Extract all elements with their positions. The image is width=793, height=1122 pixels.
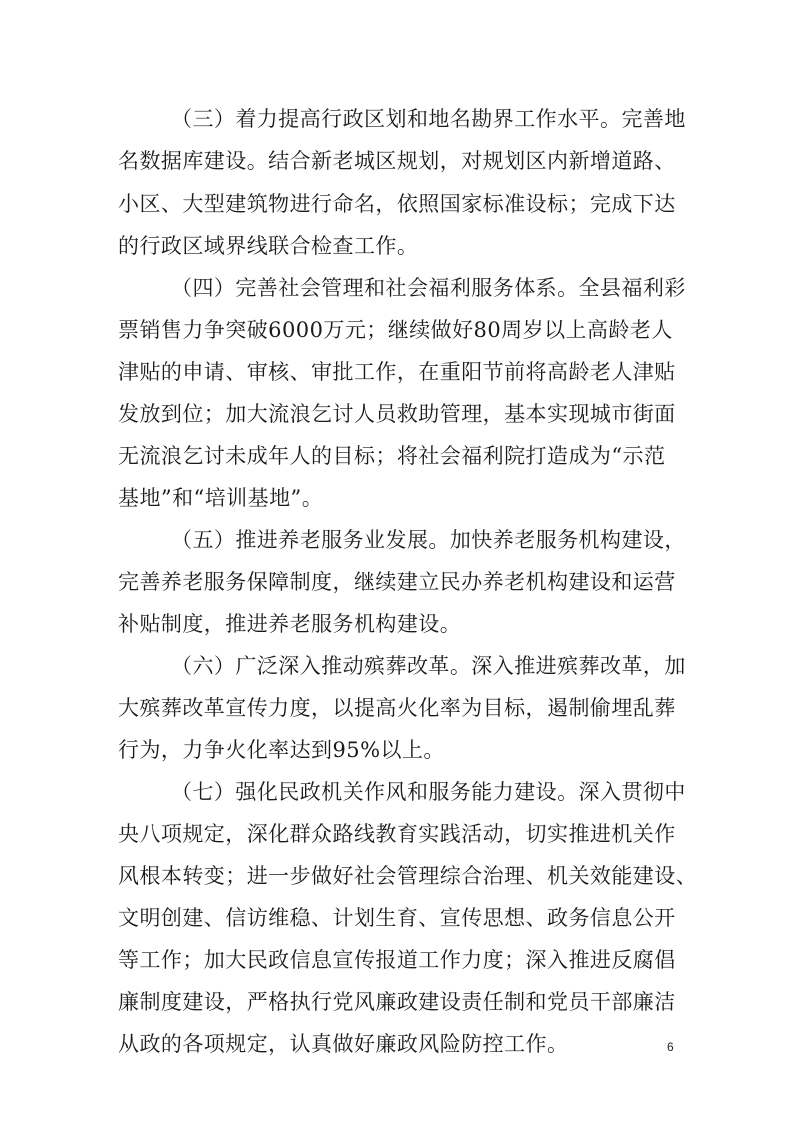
paragraph-line: （七）强化民政机关作风和服务能力建设。深入贯彻中	[171, 780, 686, 804]
paragraph-line: 从政的各项规定，认真做好廉政风险防控工作。	[118, 1032, 569, 1056]
paragraph-line: （三）着力提高行政区划和地名勘界工作水平。完善地	[171, 107, 686, 131]
paragraph-line: （六）广泛深入推动殡葬改革。深入推进殡葬改革，加	[171, 654, 686, 678]
paragraph-line: 风根本转变；进一步做好社会管理综合治理、机关效能建设、	[118, 864, 698, 888]
paragraph-line: 基地”和“培训基地”。	[118, 486, 324, 510]
paragraph-line: 津贴的申请、审核、审批工作，在重阳节前将高龄老人津贴	[118, 360, 676, 384]
paragraph-line: 小区、大型建筑物进行命名，依照国家标准设标；完成下达	[118, 192, 676, 216]
paragraph-line: 票销售力争突破6000万元；继续做好80周岁以上高龄老人	[118, 318, 673, 342]
paragraph-line: 名数据库建设。结合新老城区规划，对规划区内新增道路、	[118, 149, 676, 173]
paragraph-line: 行为，力争火化率达到95%以上。	[118, 738, 445, 762]
paragraph-line: 的行政区域界线联合检查工作。	[118, 234, 419, 258]
paragraph-line: 央八项规定，深化群众路线教育实践活动，切实推进机关作	[118, 822, 676, 846]
paragraph-line: 无流浪乞讨未成年人的目标；将社会福利院打造成为“示范	[118, 444, 666, 468]
paragraph-line: 廉制度建设，严格执行党风廉政建设责任制和党员干部廉洁	[118, 990, 676, 1014]
paragraph-line: （五）推进养老服务业发展。加快养老服务机构建设，	[171, 528, 686, 552]
paragraph-line: 补贴制度，推进养老服务机构建设。	[118, 612, 462, 636]
paragraph-line: 大殡葬改革宣传力度，以提高火化率为目标，遏制偷埋乱葬	[118, 696, 676, 720]
paragraph-line: 发放到位；加大流浪乞讨人员救助管理，基本实现城市街面	[118, 402, 676, 426]
paragraph-line: 文明创建、信访维稳、计划生育、宣传思想、政务信息公开	[118, 906, 676, 930]
page-number: 6	[667, 1040, 674, 1054]
paragraph-line: 完善养老服务保障制度，继续建立民办养老机构建设和运营	[118, 570, 676, 594]
paragraph-line: 等工作；加大民政信息宣传报道工作力度；深入推进反腐倡	[118, 948, 676, 972]
paragraph-line: （四）完善社会管理和社会福利服务体系。全县福利彩	[171, 276, 686, 300]
